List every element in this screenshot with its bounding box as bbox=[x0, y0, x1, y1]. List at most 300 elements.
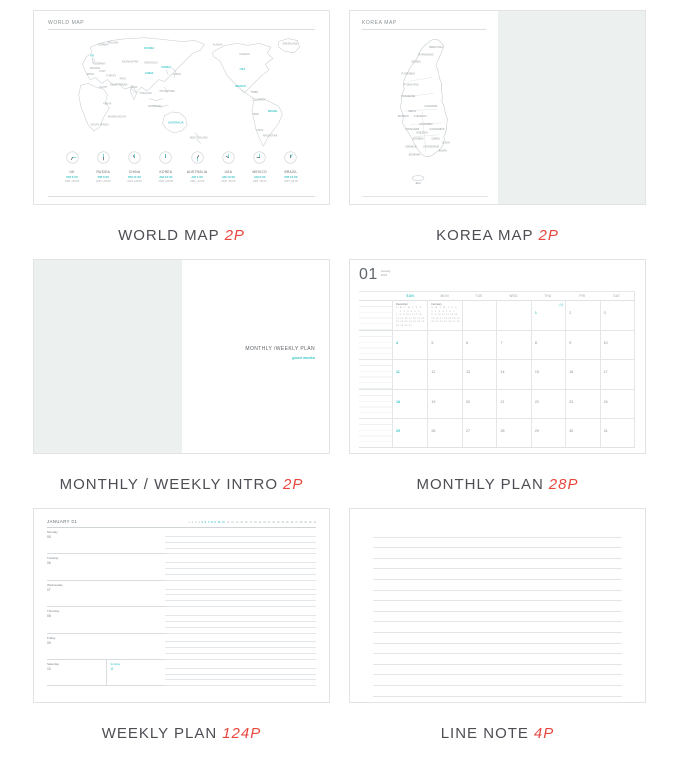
date-cell bbox=[531, 418, 565, 447]
strip-date: 23 bbox=[276, 521, 280, 524]
map-label-china: CHINA bbox=[144, 71, 154, 75]
day-name: Wednesday bbox=[47, 582, 63, 587]
map-label-madagascar: MADAGASCAR bbox=[108, 115, 126, 119]
caption-monthly-plan bbox=[349, 454, 646, 508]
clock-city: AUSTRALIA bbox=[186, 170, 208, 174]
map-label-indonesia: INDONESIA bbox=[148, 105, 162, 109]
clock-time: AM 10:00 bbox=[221, 175, 235, 179]
map-label-colombia: COLOMBIA bbox=[252, 98, 266, 102]
weekday-thu: THU bbox=[544, 294, 552, 298]
note-line bbox=[373, 633, 622, 644]
mini-calendar-row: 1 2 3 4 5 6 bbox=[396, 310, 420, 313]
memo-cell bbox=[359, 301, 393, 330]
date-number: 8 bbox=[534, 341, 537, 346]
date-cell bbox=[427, 330, 462, 359]
strip-date: 14 bbox=[235, 521, 239, 524]
clock-city: BRAZIL bbox=[284, 170, 298, 174]
caption-korea-map bbox=[349, 205, 646, 259]
world-map-page-title: WORLD MAP bbox=[48, 20, 85, 26]
strip-date: 13 bbox=[231, 521, 234, 524]
date-cell bbox=[600, 330, 634, 359]
map-label-south-africa: SOUTH AFRICA bbox=[90, 123, 109, 127]
day-cell-thursday bbox=[47, 607, 165, 633]
map-label-peru: PERU bbox=[252, 112, 260, 116]
ruled-line bbox=[165, 680, 316, 686]
rule bbox=[48, 29, 315, 30]
day-cell-wednesday bbox=[47, 581, 165, 607]
date-number: 20 bbox=[466, 399, 471, 404]
day-number: 09 bbox=[47, 640, 51, 645]
note-line bbox=[373, 612, 622, 623]
mini-calendar-title: February bbox=[431, 303, 442, 306]
strip-date: 16 bbox=[244, 521, 248, 524]
clock-time: PM 3:00 bbox=[66, 175, 78, 179]
map-label-brazil: BRAZIL bbox=[268, 109, 278, 113]
weekly-row bbox=[47, 634, 316, 660]
mini-calendar-december bbox=[393, 301, 427, 328]
date-cell bbox=[462, 389, 496, 418]
mini-calendar-row: 22 23 24 25 26 27 28 bbox=[431, 321, 461, 324]
date-number: 31 bbox=[603, 428, 608, 433]
note-line bbox=[373, 675, 622, 686]
rule bbox=[48, 196, 315, 197]
weekday-sun: SUN bbox=[406, 294, 415, 298]
map-label-france: FRANCE bbox=[89, 67, 101, 71]
ruled-lines bbox=[350, 509, 645, 703]
clock-australia bbox=[183, 151, 211, 183]
clock-gmt: GMT +09:00 bbox=[158, 180, 174, 183]
day-number: 10 bbox=[47, 666, 51, 671]
figure-monthly-plan bbox=[349, 259, 646, 508]
date-cell bbox=[427, 359, 462, 388]
clock-time: PM 11:00 bbox=[128, 175, 141, 179]
map-label-argentina: ARGENTINA bbox=[262, 134, 278, 138]
date-number: 24 bbox=[603, 399, 608, 404]
map-label-mongolia: MONGOLIA bbox=[144, 61, 158, 65]
caption-pages: 2P bbox=[224, 227, 245, 244]
region-label-hamgyong: HAMGYONG bbox=[428, 45, 443, 49]
clock-russia bbox=[89, 151, 117, 183]
date-cell bbox=[462, 418, 496, 447]
month-name: January bbox=[380, 269, 391, 273]
clock-icon bbox=[159, 151, 172, 164]
strip-date: 15 bbox=[240, 521, 243, 524]
day-number: 11 bbox=[110, 666, 114, 671]
weekly-row bbox=[47, 554, 316, 580]
map-label-germany: GERMANY bbox=[93, 62, 106, 66]
caption-label: MONTHLY PLAN bbox=[416, 476, 544, 493]
note-line bbox=[373, 601, 622, 612]
date-cell bbox=[565, 330, 599, 359]
map-label-thailand: THAILAND bbox=[139, 91, 152, 95]
region-label-gwangju: GWANGJU bbox=[404, 145, 417, 149]
mini-calendar-row: 21 22 23 24 25 26 27 bbox=[396, 321, 425, 324]
date-number: 13 bbox=[466, 370, 471, 375]
region-label-jagang: JAGANG bbox=[410, 60, 421, 64]
monthly-grid bbox=[359, 301, 635, 448]
map-label-korea: KOREA bbox=[161, 66, 172, 70]
day-number: 07 bbox=[47, 587, 51, 592]
strip-date: 1 bbox=[188, 521, 190, 524]
date-number: 28 bbox=[500, 428, 505, 433]
note-line bbox=[373, 591, 622, 602]
weekday-wed: WED bbox=[509, 294, 518, 298]
strip-date: 20 bbox=[263, 521, 266, 524]
caption-pages: 2P bbox=[283, 476, 304, 493]
korea-map-graphic bbox=[372, 34, 476, 192]
strip-date: 4 bbox=[198, 521, 200, 524]
region-label-busan: BUSAN bbox=[438, 149, 447, 153]
strip-date: 28 bbox=[299, 521, 303, 524]
weekly-row bbox=[47, 528, 316, 554]
region-label-daejeon: DAEJEON bbox=[416, 131, 428, 135]
date-number: 30 bbox=[569, 428, 574, 433]
strip-date: 24 bbox=[281, 521, 285, 524]
caption-pages: 2P bbox=[538, 227, 559, 244]
caption-world-map bbox=[33, 205, 330, 259]
world-clocks-row bbox=[48, 151, 315, 183]
clock-gmt: GMT +03:00 bbox=[96, 180, 111, 183]
region-label-gyeonggi: GYEONGGI bbox=[413, 114, 427, 118]
strip-date: 5 bbox=[201, 521, 203, 524]
clock-gmt: GMT +10:00 bbox=[189, 180, 205, 183]
clock-china bbox=[121, 151, 149, 183]
date-number: 29 bbox=[534, 428, 539, 433]
clock-city: KOREA bbox=[159, 170, 173, 174]
date-cell bbox=[393, 359, 427, 388]
note-line bbox=[373, 527, 622, 538]
date-number: 26 bbox=[431, 428, 436, 433]
note-line bbox=[373, 654, 622, 665]
ruled-lines bbox=[165, 607, 316, 633]
month-year: 2015 bbox=[380, 273, 388, 278]
mini-calendar-row: 1 2 3 4 5 6 7 bbox=[431, 310, 455, 313]
region-label-jeonnam: JEONNAM bbox=[408, 153, 420, 157]
map-label-finland: FINLAND bbox=[107, 41, 119, 45]
note-line bbox=[373, 538, 622, 549]
region-label-ulsan: ULSAN bbox=[441, 141, 450, 145]
note-line bbox=[373, 697, 622, 704]
weekly-title: JANUARY 01 bbox=[47, 519, 78, 524]
region-label-pyongyang: PYONGYANG bbox=[403, 83, 419, 87]
date-number: 14 bbox=[500, 370, 505, 375]
strip-date: 21 bbox=[267, 521, 271, 524]
region-label-gangwon: GANGWON bbox=[424, 105, 438, 109]
date-number: 23 bbox=[569, 399, 574, 404]
strip-date: 29 bbox=[304, 521, 307, 524]
monthly-plan-page bbox=[349, 259, 646, 454]
ruled-lines bbox=[165, 581, 316, 607]
caption-pages: 124P bbox=[222, 725, 262, 742]
month-side-text bbox=[381, 269, 391, 277]
memo-cell bbox=[359, 418, 393, 447]
strip-date: 12 bbox=[226, 521, 230, 524]
note-line bbox=[373, 686, 622, 697]
note-line bbox=[373, 580, 622, 591]
region-label-chungbuk: CHUNGBUK bbox=[418, 122, 433, 126]
date-number: 5 bbox=[431, 341, 434, 346]
ruled-lines bbox=[165, 554, 316, 580]
map-label-saudi-arabia: SAUDI ARABIA bbox=[110, 83, 128, 87]
region-label-pyongbuk: PYONGBUK bbox=[401, 72, 415, 76]
strip-date: 17 bbox=[249, 521, 253, 524]
date-cell bbox=[496, 330, 530, 359]
date-cell bbox=[496, 301, 530, 330]
note-line bbox=[373, 548, 622, 559]
day-cell-monday bbox=[47, 528, 165, 554]
caption-weekly-plan bbox=[33, 703, 330, 757]
clock-city: UK bbox=[69, 170, 75, 174]
clock-icon bbox=[66, 151, 79, 164]
ruled-lines bbox=[165, 528, 316, 554]
mini-calendar-row: 15 16 17 18 19 20 21 bbox=[431, 317, 461, 320]
strip-date: 27 bbox=[295, 521, 298, 524]
map-label-uk: UK bbox=[90, 54, 95, 58]
date-cell bbox=[565, 301, 599, 330]
world-map-page bbox=[34, 11, 329, 183]
map-label-cuba: CUBA bbox=[251, 90, 259, 94]
weekday-tue: TUE bbox=[475, 294, 483, 298]
date-cell bbox=[427, 418, 462, 447]
region-label-seoul: SEOUL bbox=[407, 110, 416, 114]
map-label-italy: ITALY bbox=[99, 69, 106, 73]
date-cell bbox=[565, 389, 599, 418]
date-number: 10 bbox=[603, 341, 608, 346]
korea-map-page bbox=[350, 11, 498, 204]
region-label-gyeongbuk: GYEONGBUK bbox=[428, 127, 445, 131]
clock-city: CHINA bbox=[128, 170, 141, 174]
map-label-turkey: TURKEY bbox=[106, 74, 117, 78]
day-name: Tuesday bbox=[47, 556, 59, 561]
strip-date: 31 bbox=[313, 521, 316, 524]
date-cell bbox=[393, 389, 427, 418]
map-label-mexico: MEXICO bbox=[235, 85, 246, 89]
caption-pages: 28P bbox=[548, 476, 579, 493]
date-cell bbox=[531, 389, 565, 418]
date-number: 25 bbox=[396, 428, 400, 433]
date-cell bbox=[496, 418, 530, 447]
date-number: 9 bbox=[569, 341, 572, 346]
date-cell bbox=[600, 418, 634, 447]
figure-intro bbox=[33, 259, 330, 508]
mini-calendar-row: 28 29 30 31 bbox=[396, 324, 412, 327]
ruled-lines bbox=[165, 660, 316, 686]
clock-icon bbox=[191, 151, 204, 164]
date-cell bbox=[462, 301, 496, 330]
strip-date: 19 bbox=[258, 521, 262, 524]
date-cell bbox=[600, 359, 634, 388]
region-label-daegu: DAEGU bbox=[431, 137, 440, 141]
map-label-chile: CHILE bbox=[255, 128, 264, 132]
clock-gmt: GMT -03:00 bbox=[284, 180, 298, 183]
map-label-russia: RUSSIA bbox=[144, 47, 155, 51]
korea-map-spread bbox=[349, 10, 646, 205]
day-name: Friday bbox=[47, 635, 56, 640]
day-cell-sunday bbox=[106, 660, 165, 686]
date-number: 3 bbox=[603, 311, 606, 315]
date-cell bbox=[531, 359, 565, 388]
map-label-australia: AUSTRALIA bbox=[168, 121, 184, 125]
note-line bbox=[373, 665, 622, 676]
mini-calendar-row: 8 9 10 11 12 13 14 bbox=[431, 314, 458, 317]
date-strip bbox=[189, 521, 316, 524]
memo-column-spacer bbox=[359, 294, 393, 298]
caption-label: LINE NOTE bbox=[440, 725, 529, 742]
figure-weekly-plan bbox=[33, 508, 330, 757]
date-cell bbox=[496, 359, 530, 388]
holiday-note: 신정 bbox=[558, 304, 564, 307]
date-number: 17 bbox=[603, 370, 608, 375]
date-cell bbox=[462, 359, 496, 388]
date-cell bbox=[565, 418, 599, 447]
day-name: Saturday bbox=[47, 661, 60, 666]
caption-label: KOREA MAP bbox=[436, 227, 534, 244]
date-cell bbox=[565, 359, 599, 388]
world-map-spread bbox=[33, 10, 330, 205]
map-label-canada: CANADA bbox=[239, 52, 250, 56]
mint-blank-page bbox=[34, 260, 182, 453]
date-number: 27 bbox=[466, 428, 471, 433]
map-label-greenland: GREENLAND bbox=[282, 42, 298, 46]
date-number: 22 bbox=[534, 399, 539, 404]
mini-calendar-head: S M T W T F S bbox=[396, 307, 422, 309]
date-cell bbox=[600, 301, 634, 330]
clock-time: AM 12:00 bbox=[159, 175, 173, 179]
region-label-hwanghae: HWANGHAE bbox=[401, 95, 415, 99]
clock-gmt: GMT -05:00 bbox=[221, 180, 236, 183]
clock-mexico bbox=[246, 151, 274, 183]
intro-title: MONTHLY /WEEKLY PLAN bbox=[245, 346, 315, 352]
clock-uk bbox=[58, 151, 86, 183]
world-map-graphic bbox=[48, 32, 317, 150]
strip-date: 10 bbox=[217, 521, 221, 524]
mini-calendar-row: 7 8 9 10 11 12 13 bbox=[396, 314, 422, 317]
caption-line-note bbox=[349, 703, 646, 757]
weekday-header-row bbox=[359, 291, 635, 301]
note-line bbox=[373, 569, 622, 580]
rule bbox=[362, 29, 486, 30]
day-cell-saturday bbox=[47, 660, 106, 686]
date-number: 18 bbox=[396, 399, 400, 404]
map-label-india: INDIA bbox=[130, 86, 138, 90]
clock-city: MEXICO bbox=[252, 170, 267, 174]
region-label-incheon: INCHEON bbox=[397, 114, 409, 118]
figure-line-note bbox=[349, 508, 646, 757]
map-label-alaska: ALASKA bbox=[212, 43, 223, 47]
weekly-row-weekend bbox=[47, 660, 316, 686]
clock-time: PM 6:00 bbox=[97, 175, 109, 179]
region-label-ryanggang: RYANGGANG bbox=[418, 53, 434, 57]
map-label-japan: JAPAN bbox=[172, 72, 181, 76]
caption-label: MONTHLY / WEEKLY INTRO bbox=[59, 476, 279, 493]
map-label-new-zealand: NEW ZEALAND bbox=[189, 136, 208, 140]
strip-date: 22 bbox=[272, 521, 275, 524]
date-cell bbox=[393, 418, 427, 447]
mint-blank-page bbox=[498, 11, 646, 204]
region-label-chungnam: CHUNGNAM bbox=[404, 127, 419, 131]
memo-cell bbox=[359, 359, 393, 388]
mini-calendar-head: S M T W T F S bbox=[431, 307, 457, 309]
weekday-fri: FRI bbox=[579, 294, 586, 298]
clock-city: RUSSIA bbox=[96, 170, 111, 174]
weekly-grid bbox=[47, 528, 316, 686]
weekly-row bbox=[47, 581, 316, 607]
strip-date: 26 bbox=[290, 521, 294, 524]
map-label-philippines: PHILIPPINES bbox=[159, 89, 175, 93]
date-number: 12 bbox=[431, 370, 436, 375]
clock-time: PM 12:00 bbox=[284, 175, 298, 179]
mini-calendar-february bbox=[428, 301, 462, 325]
korea-map-page-title: KOREA MAP bbox=[362, 20, 397, 26]
date-number: 7 bbox=[500, 341, 503, 346]
date-cell bbox=[600, 389, 634, 418]
day-name: Sunday bbox=[110, 661, 121, 666]
clock-usa bbox=[214, 151, 242, 183]
intro-subtitle: good weeks bbox=[292, 355, 315, 360]
mini-calendar-row: 14 15 16 17 18 19 20 bbox=[396, 317, 425, 320]
strip-date: 25 bbox=[285, 521, 289, 524]
map-label-kenya: KENYA bbox=[103, 102, 112, 106]
clock-time: AM 9:00 bbox=[253, 175, 266, 179]
strip-date: 18 bbox=[254, 521, 257, 524]
date-number: 15 bbox=[534, 370, 539, 375]
memo-cell bbox=[359, 389, 393, 418]
date-number: 11 bbox=[396, 370, 400, 375]
strip-date: 11 bbox=[222, 521, 225, 524]
date-number: 2 bbox=[569, 311, 572, 315]
clock-gmt: GMT -06:00 bbox=[252, 180, 267, 183]
day-cell-tuesday bbox=[47, 554, 165, 580]
clock-icon bbox=[128, 151, 141, 164]
clock-gmt: GMT +08:00 bbox=[127, 180, 142, 183]
date-cell bbox=[393, 330, 427, 359]
date-cell bbox=[531, 330, 565, 359]
intro-title-page bbox=[182, 260, 330, 453]
date-number: 21 bbox=[500, 399, 505, 404]
strip-date: 30 bbox=[308, 521, 312, 524]
memo-cell bbox=[359, 330, 393, 359]
clock-icon bbox=[97, 151, 110, 164]
figure-world-map bbox=[33, 10, 330, 259]
strip-date: 2 bbox=[191, 521, 194, 524]
clock-korea bbox=[152, 151, 180, 183]
note-line bbox=[373, 644, 622, 655]
date-number: 1 bbox=[534, 311, 537, 315]
weekday-mon: MON bbox=[440, 294, 449, 298]
strip-date: 9 bbox=[214, 521, 216, 524]
date-number: 19 bbox=[431, 399, 436, 404]
day-number: 08 bbox=[47, 614, 51, 619]
date-number: 4 bbox=[396, 341, 398, 346]
clock-brazil bbox=[277, 151, 305, 183]
rule bbox=[362, 196, 488, 197]
region-label-jeju: JEJU bbox=[415, 182, 421, 186]
clock-city: USA bbox=[224, 170, 233, 174]
clock-icon bbox=[253, 151, 266, 164]
date-number: 6 bbox=[466, 341, 469, 346]
caption-intro bbox=[33, 454, 330, 508]
clock-icon bbox=[222, 151, 235, 164]
day-name: Thursday bbox=[47, 609, 60, 614]
map-label-egypt: EGYPT bbox=[99, 86, 108, 90]
ruled-lines bbox=[165, 634, 316, 660]
month-number: 01 bbox=[359, 266, 378, 283]
weekly-row bbox=[47, 607, 316, 633]
clock-gmt: GMT +00:00 bbox=[64, 180, 80, 183]
weekday-sat: SAT bbox=[613, 294, 621, 298]
day-cell-friday bbox=[47, 634, 165, 660]
intro-spread bbox=[33, 259, 330, 454]
